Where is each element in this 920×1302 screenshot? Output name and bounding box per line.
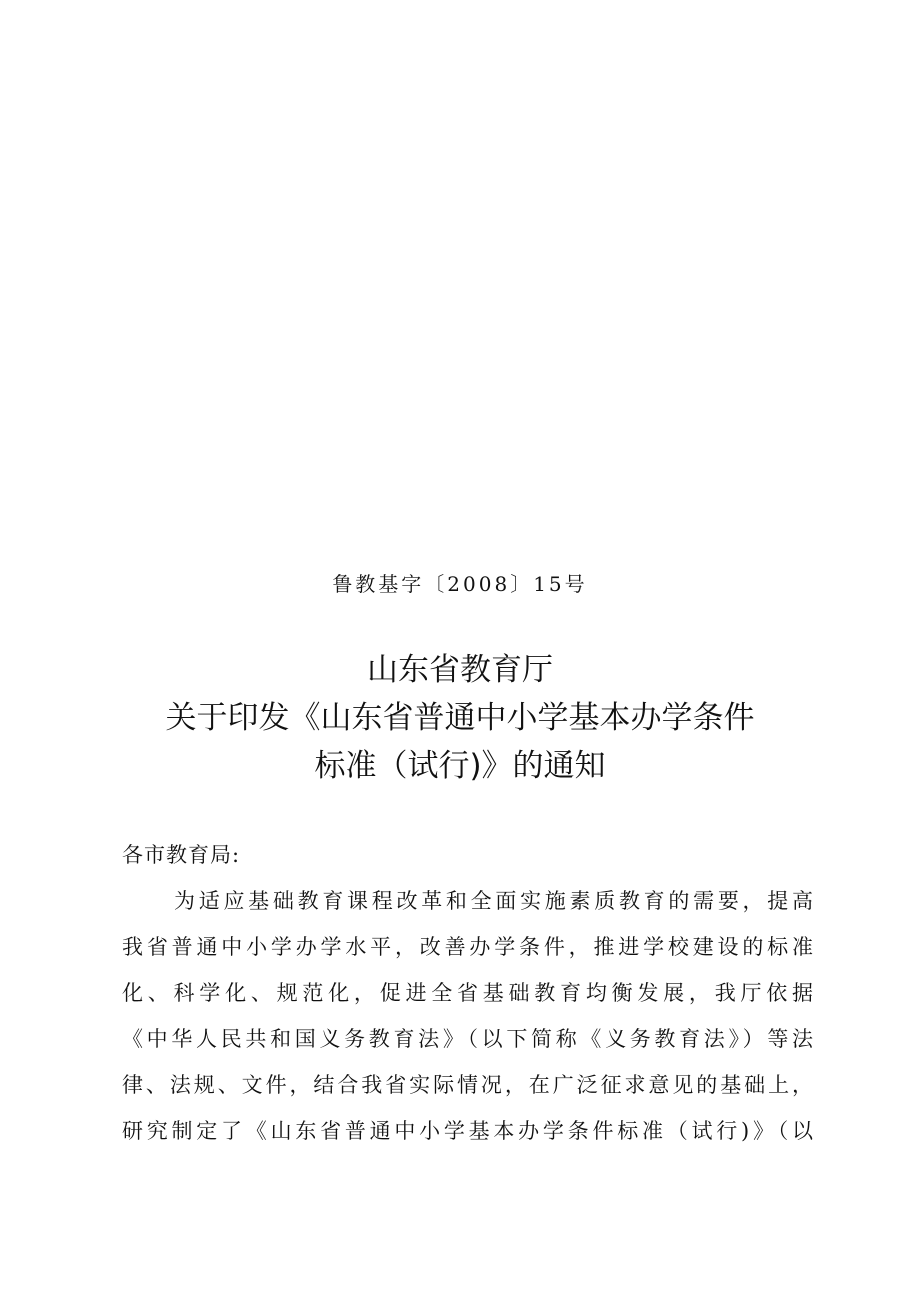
title-line: 标准（试行)》的通知 (314, 748, 606, 784)
body-line: 律、法规、文件，结合我省实际情况，在广泛征求意见的基础上， (122, 1073, 814, 1097)
body-line: 我省普通中小学办学水平，改善办学条件，推进学校建设的标准 (122, 935, 814, 959)
title-line: 关于印发《山东省普通中小学基本办学条件 (165, 700, 755, 736)
document-body (122, 832, 814, 1154)
salutation: 各市教育局: (122, 843, 241, 867)
document-title (0, 646, 920, 790)
body-line: 《中华人民共和国义务教育法》（以下简称《义务教育法》）等法 (122, 1027, 814, 1051)
body-line: 为适应基础教育课程改革和全面实施素质教育的需要，提高 (174, 889, 814, 913)
body-line: 研究制定了《山东省普通中小学基本办学条件标准（试行)》（以 (122, 1119, 814, 1143)
body-line: 化、科学化、规范化，促进全省基础教育均衡发展，我厅依据 (122, 981, 814, 1005)
title-line: 山东省教育厅 (367, 652, 553, 688)
document-number: 鲁教基字〔2008〕15号 (332, 572, 588, 596)
